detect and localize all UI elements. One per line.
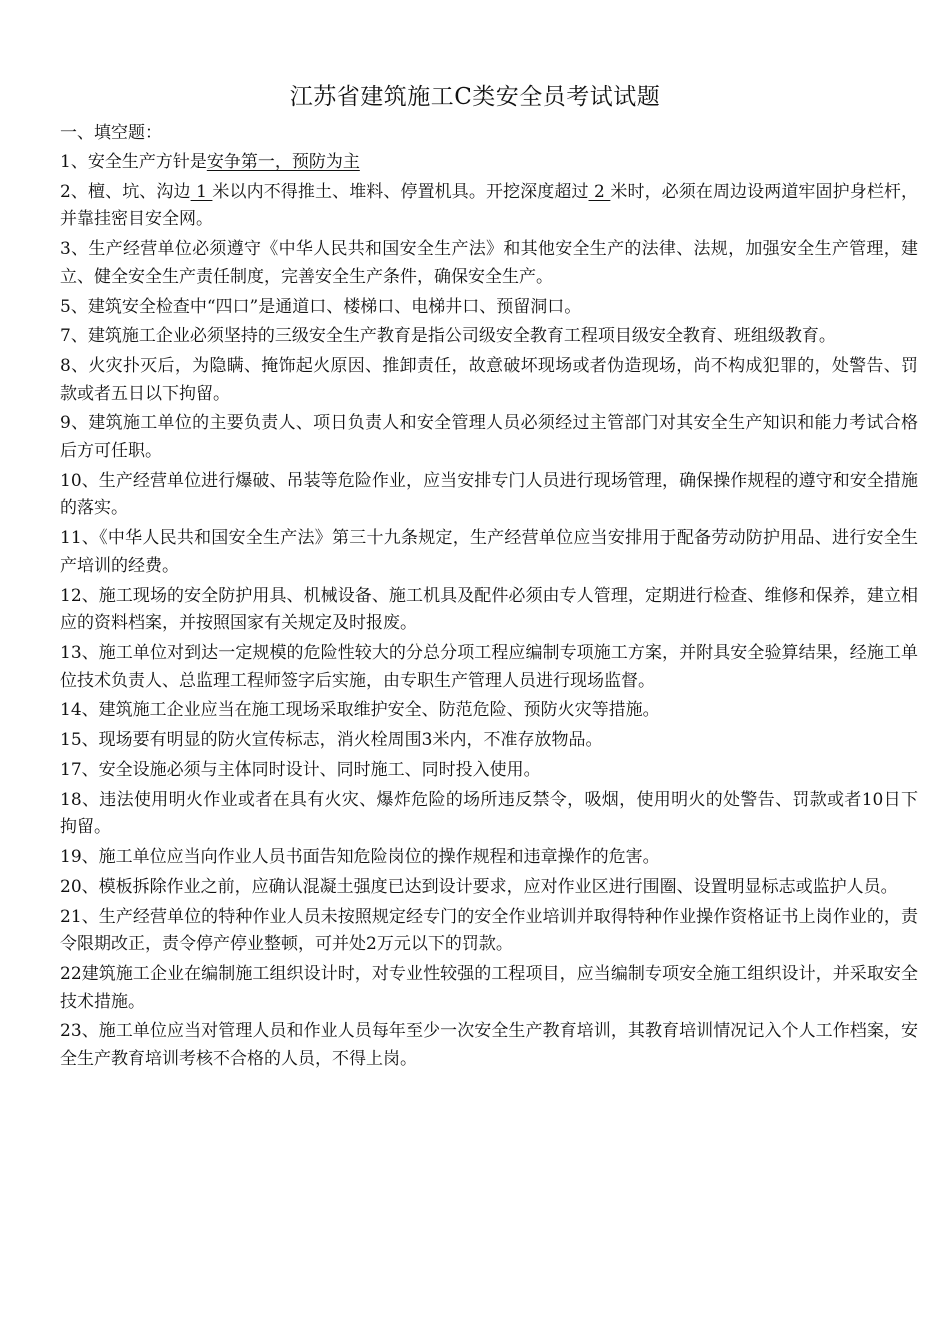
question-19: 19、施工单位应当向作业人员书面告知危险岗位的操作规程和违章操作的危害。 xyxy=(60,847,660,868)
question-2-part-1: 2、檀、坑、沟边 xyxy=(60,181,191,202)
section-heading: 一、填空题： xyxy=(60,123,162,143)
question-2 xyxy=(60,179,918,234)
question-2-answer-2: 2 xyxy=(588,181,611,202)
question-23: 23、施工单位应当对管理人员和作业人员每年至少一次安全生产教育培训，其教育培训情况记入个人工作档案，安全生产教育培训考核不合格的人员，不得上岗。 xyxy=(60,1021,918,1069)
question-2-part-3: 米时，必须在周边设两道牢固护身栏杆，并靠挂密目安全网。 xyxy=(60,181,919,230)
question-22: 22建筑施工企业在编制施工组织设计时，对专业性较强的工程项目，应当编制专项安全施工组织设计，并采取安全技术措施。 xyxy=(60,964,918,1012)
question-5: 5、建筑安全检查中“四口”是通道口、楼梯口、电梯井口、预留洞口。 xyxy=(60,296,582,317)
question-1-prefix: 1、安全生产方针是 xyxy=(60,152,207,172)
question-10: 10、生产经营单位进行爆破、吊装等危险作业，应当安排专门人员进行现场管理，确保操作规程的遵守和安全措施的落实。 xyxy=(60,470,918,519)
question-3: 3、生产经营单位必须遵守《中华人民共和国安全生产法》和其他安全生产的法律、法规，加强安全生产管理，建立、健全安全生产责任制度，完善安全生产条件，确保安全生产。 xyxy=(60,239,918,287)
question-8: 8、火灾扑灭后，为隐瞒、掩饰起火原因、推卸责任，故意破坏现场或者伪造现场，尚不构成犯罪的，处警告、罚款或者五日以下拘留。 xyxy=(60,356,918,404)
question-14: 14、建筑施工企业应当在施工现场采取维护安全、防范危险、预防火灾等措施。 xyxy=(60,700,660,721)
question-20: 20、模板拆除作业之前，应确认混凝土强度已达到设计要求，应对作业区进行围圈、设置明显标志或监护人员。 xyxy=(60,876,898,897)
question-21: 21、生产经营单位的特种作业人员未按照规定经专门的安全作业培训并取得特种作业操作资格证书上岗作业的，责令限期改正，责令停产停业整顿，可并处2万元以下的罚款。 xyxy=(60,906,918,955)
question-7: 7、建筑施工企业必须坚持的三级安全生产教育是指公司级安全教育工程项目级安全教育、班组级教育。 xyxy=(60,326,836,347)
question-17: 17、安全设施必须与主体同时设计、同时施工、同时投入使用。 xyxy=(60,759,541,780)
document-body xyxy=(60,120,918,1076)
question-1-answer: 安争第一，预防为主 xyxy=(206,152,360,172)
question-9: 9、建筑施工单位的主要负责人、项日负责人和安全管理人员必须经过主管部门对其安全生产知识和能力考试合格后方可任职。 xyxy=(60,413,918,462)
question-1 xyxy=(60,149,918,177)
question-2-answer-1: 1 xyxy=(190,181,213,202)
question-11: 11、《中华人民共和国安全生产法》第三十九条规定，生产经营单位应当安排用于配备劳动防护用品、进行安全生产培训的经费。 xyxy=(60,528,918,576)
question-2-part-2: 米以内不得推土、堆料、停置机具。开挖深度超过 xyxy=(212,181,589,202)
document-title: 江苏省建筑施工C类安全员考试试题 xyxy=(289,84,661,110)
question-13: 13、施工单位对到达一定规模的危险性较大的分总分项工程应编制专项施工方案，并附具安全验算结果，经施工单位技术负责人、总监理工程师签字后实施，由专职生产管理人员进行现场监督。 xyxy=(60,642,918,691)
question-12: 12、施工现场的安全防护用具、机械设备、施工机具及配件必须由专人管理，定期进行检查、维修和保养，建立相应的资料档案，并按照国家有关规定及时报废。 xyxy=(60,585,918,634)
question-15: 15、现场要有明显的防火宣传标志，消火栓周围3米内，不准存放物品。 xyxy=(60,730,603,751)
question-18: 18、违法使用明火作业或者在具有火灾、爆炸危险的场所违反禁令，吸烟，使用明火的处警告、罚款或者10日下拘留。 xyxy=(60,789,918,838)
